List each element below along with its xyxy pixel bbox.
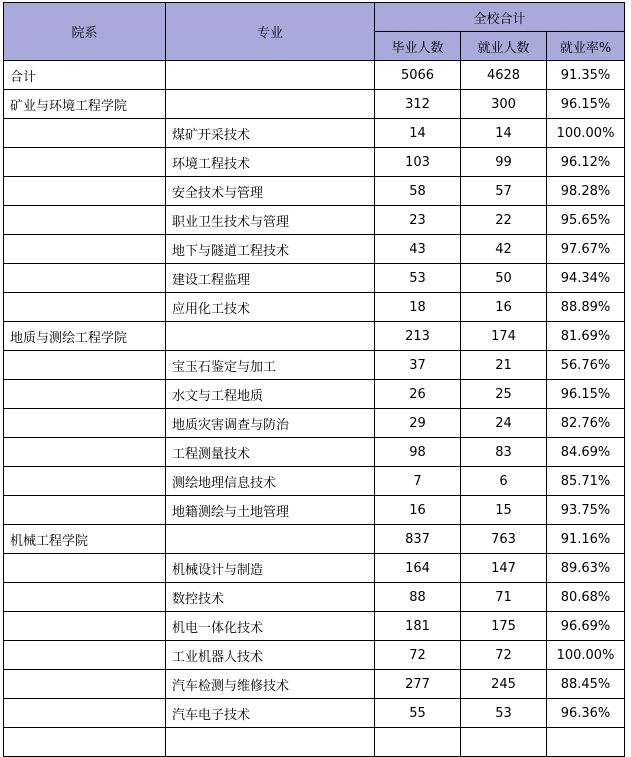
major-cell: 环境工程技术 xyxy=(166,148,375,177)
graduates-cell: 72 xyxy=(375,641,461,670)
rate-cell: 98.28% xyxy=(547,177,625,206)
header-school-total: 全校合计 xyxy=(375,3,625,32)
employed-cell: 15 xyxy=(461,496,547,525)
table-row xyxy=(4,554,625,583)
graduates-cell: 43 xyxy=(375,235,461,264)
rate-cell: 88.45% xyxy=(547,670,625,699)
table-row xyxy=(4,612,625,641)
employed-cell: 14 xyxy=(461,119,547,148)
rate-cell: 91.16% xyxy=(547,525,625,554)
major-cell xyxy=(166,728,375,757)
table-row xyxy=(4,119,625,148)
dept-cell xyxy=(4,351,166,380)
graduates-cell xyxy=(375,728,461,757)
major-cell: 建设工程监理 xyxy=(166,264,375,293)
dept-cell xyxy=(4,148,166,177)
table-row xyxy=(4,670,625,699)
major-cell xyxy=(166,525,375,554)
rate-cell: 56.76% xyxy=(547,351,625,380)
dept-cell xyxy=(4,438,166,467)
graduates-cell: 837 xyxy=(375,525,461,554)
table-row xyxy=(4,322,625,351)
dept-cell xyxy=(4,583,166,612)
rate-cell: 96.15% xyxy=(547,90,625,119)
employed-cell: 300 xyxy=(461,90,547,119)
dept-cell xyxy=(4,293,166,322)
employed-cell: 174 xyxy=(461,322,547,351)
graduates-cell: 53 xyxy=(375,264,461,293)
dept-cell xyxy=(4,380,166,409)
dept-cell xyxy=(4,264,166,293)
major-cell: 宝玉石鉴定与加工 xyxy=(166,351,375,380)
rate-cell: 82.76% xyxy=(547,409,625,438)
dept-cell xyxy=(4,496,166,525)
rate-cell: 100.00% xyxy=(547,119,625,148)
graduates-cell: 26 xyxy=(375,380,461,409)
table-row xyxy=(4,380,625,409)
employed-cell: 763 xyxy=(461,525,547,554)
major-cell: 数控技术 xyxy=(166,583,375,612)
header-rate: 就业率% xyxy=(547,32,625,61)
major-cell: 汽车检测与维修技术 xyxy=(166,670,375,699)
dept-cell xyxy=(4,641,166,670)
header-major: 专业 xyxy=(166,3,375,61)
dept-cell xyxy=(4,409,166,438)
employed-cell: 42 xyxy=(461,235,547,264)
table-row xyxy=(4,583,625,612)
table-row xyxy=(4,409,625,438)
table-row xyxy=(4,467,625,496)
rate-cell: 88.89% xyxy=(547,293,625,322)
major-cell: 工程测量技术 xyxy=(166,438,375,467)
employed-cell xyxy=(461,728,547,757)
major-cell: 汽车电子技术 xyxy=(166,699,375,728)
rate-cell: 96.69% xyxy=(547,612,625,641)
dept-cell xyxy=(4,206,166,235)
employed-cell: 4628 xyxy=(461,61,547,90)
graduates-cell: 98 xyxy=(375,438,461,467)
graduates-cell: 14 xyxy=(375,119,461,148)
table-row xyxy=(4,177,625,206)
table-row xyxy=(4,90,625,119)
graduates-cell: 277 xyxy=(375,670,461,699)
dept-cell: 地质与测绘工程学院 xyxy=(4,322,166,351)
table-row xyxy=(4,148,625,177)
major-cell: 机械设计与制造 xyxy=(166,554,375,583)
major-cell: 安全技术与管理 xyxy=(166,177,375,206)
rate-cell xyxy=(547,728,625,757)
employed-cell: 175 xyxy=(461,612,547,641)
graduates-cell: 5066 xyxy=(375,61,461,90)
graduates-cell: 16 xyxy=(375,496,461,525)
table-row xyxy=(4,641,625,670)
header-employed: 就业人数 xyxy=(461,32,547,61)
rate-cell: 84.69% xyxy=(547,438,625,467)
employed-cell: 22 xyxy=(461,206,547,235)
rate-cell: 85.71% xyxy=(547,467,625,496)
employed-cell: 99 xyxy=(461,148,547,177)
rate-cell: 81.69% xyxy=(547,322,625,351)
table-row xyxy=(4,61,625,90)
rate-cell: 89.63% xyxy=(547,554,625,583)
table-row xyxy=(4,293,625,322)
rate-cell: 80.68% xyxy=(547,583,625,612)
major-cell: 机电一体化技术 xyxy=(166,612,375,641)
dept-cell xyxy=(4,728,166,757)
graduates-cell: 18 xyxy=(375,293,461,322)
employed-cell: 25 xyxy=(461,380,547,409)
table-row xyxy=(4,206,625,235)
employed-cell: 6 xyxy=(461,467,547,496)
table-row xyxy=(4,525,625,554)
dept-cell xyxy=(4,177,166,206)
table-row xyxy=(4,699,625,728)
employed-cell: 21 xyxy=(461,351,547,380)
table-row xyxy=(4,235,625,264)
employed-cell: 147 xyxy=(461,554,547,583)
major-cell: 地籍测绘与土地管理 xyxy=(166,496,375,525)
rate-cell: 93.75% xyxy=(547,496,625,525)
employment-table xyxy=(3,2,625,757)
major-cell: 职业卫生技术与管理 xyxy=(166,206,375,235)
dept-cell: 机械工程学院 xyxy=(4,525,166,554)
graduates-cell: 7 xyxy=(375,467,461,496)
employed-cell: 71 xyxy=(461,583,547,612)
dept-cell xyxy=(4,467,166,496)
graduates-cell: 29 xyxy=(375,409,461,438)
graduates-cell: 58 xyxy=(375,177,461,206)
major-cell xyxy=(166,61,375,90)
major-cell xyxy=(166,322,375,351)
rate-cell: 96.12% xyxy=(547,148,625,177)
employed-cell: 72 xyxy=(461,641,547,670)
major-cell: 测绘地理信息技术 xyxy=(166,467,375,496)
dept-cell xyxy=(4,699,166,728)
employed-cell: 53 xyxy=(461,699,547,728)
major-cell: 煤矿开采技术 xyxy=(166,119,375,148)
graduates-cell: 37 xyxy=(375,351,461,380)
employed-cell: 245 xyxy=(461,670,547,699)
major-cell: 水文与工程地质 xyxy=(166,380,375,409)
employed-cell: 16 xyxy=(461,293,547,322)
header-graduates: 毕业人数 xyxy=(375,32,461,61)
dept-cell: 矿业与环境工程学院 xyxy=(4,90,166,119)
graduates-cell: 103 xyxy=(375,148,461,177)
major-cell: 地质灾害调查与防治 xyxy=(166,409,375,438)
major-cell: 地下与隧道工程技术 xyxy=(166,235,375,264)
rate-cell: 96.15% xyxy=(547,380,625,409)
dept-cell xyxy=(4,554,166,583)
rate-cell: 94.34% xyxy=(547,264,625,293)
dept-cell xyxy=(4,235,166,264)
graduates-cell: 88 xyxy=(375,583,461,612)
major-cell: 工业机器人技术 xyxy=(166,641,375,670)
employed-cell: 24 xyxy=(461,409,547,438)
major-cell: 应用化工技术 xyxy=(166,293,375,322)
graduates-cell: 312 xyxy=(375,90,461,119)
table-row xyxy=(4,438,625,467)
dept-cell: 合计 xyxy=(4,61,166,90)
rate-cell: 100.00% xyxy=(547,641,625,670)
dept-cell xyxy=(4,670,166,699)
employed-cell: 83 xyxy=(461,438,547,467)
graduates-cell: 213 xyxy=(375,322,461,351)
employed-cell: 57 xyxy=(461,177,547,206)
table-row xyxy=(4,351,625,380)
rate-cell: 97.67% xyxy=(547,235,625,264)
graduates-cell: 164 xyxy=(375,554,461,583)
rate-cell: 96.36% xyxy=(547,699,625,728)
graduates-cell: 181 xyxy=(375,612,461,641)
rate-cell: 95.65% xyxy=(547,206,625,235)
major-cell xyxy=(166,90,375,119)
header-dept: 院系 xyxy=(4,3,166,61)
table-row xyxy=(4,264,625,293)
graduates-cell: 23 xyxy=(375,206,461,235)
graduates-cell: 55 xyxy=(375,699,461,728)
table-row xyxy=(4,496,625,525)
rate-cell: 91.35% xyxy=(547,61,625,90)
dept-cell xyxy=(4,119,166,148)
employed-cell: 50 xyxy=(461,264,547,293)
table-row xyxy=(4,728,625,757)
dept-cell xyxy=(4,612,166,641)
